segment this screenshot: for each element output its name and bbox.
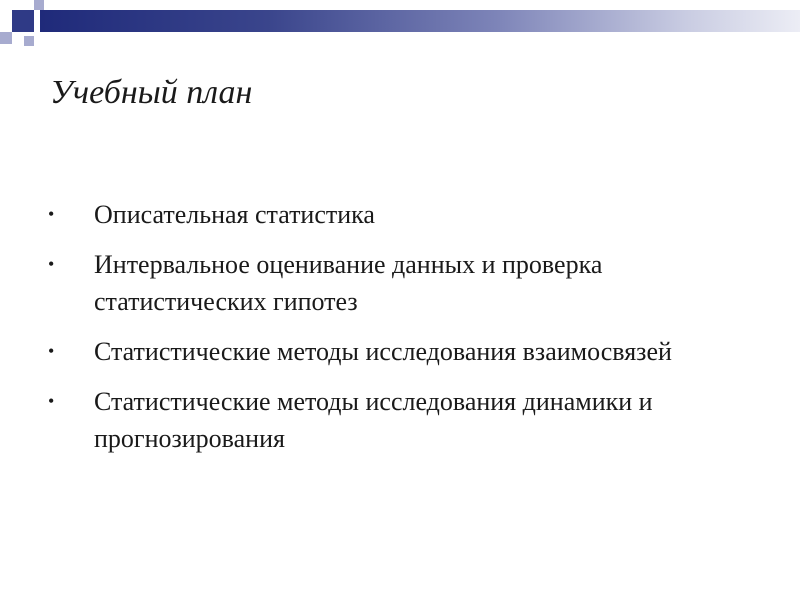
bullet-text: Интервальное оценивание данных и проверка статистических гипотез bbox=[94, 250, 603, 316]
bullet-text: Статистические методы исследования динамики и прогнозирования bbox=[94, 387, 653, 453]
bullet-marker: • bbox=[48, 204, 55, 224]
bullet-marker: • bbox=[48, 391, 55, 411]
decor-square bbox=[24, 36, 34, 46]
bullet-item bbox=[48, 383, 768, 457]
bullet-marker: • bbox=[48, 254, 55, 274]
bullet-text: Статистические методы исследования взаимосвязей bbox=[94, 337, 672, 366]
bullet-marker: • bbox=[48, 341, 55, 361]
decor-square bbox=[12, 10, 34, 32]
decor-square bbox=[34, 0, 44, 10]
bullet-text: Описательная статистика bbox=[94, 200, 375, 229]
bullet-list bbox=[48, 196, 768, 470]
bullet-item bbox=[48, 246, 768, 320]
bullet-item bbox=[48, 196, 768, 233]
slide-title: Учебный план bbox=[50, 74, 253, 111]
header-decoration bbox=[0, 0, 800, 52]
header-gradient-bar bbox=[40, 10, 800, 32]
bullet-item bbox=[48, 333, 768, 370]
decor-square bbox=[0, 32, 12, 44]
